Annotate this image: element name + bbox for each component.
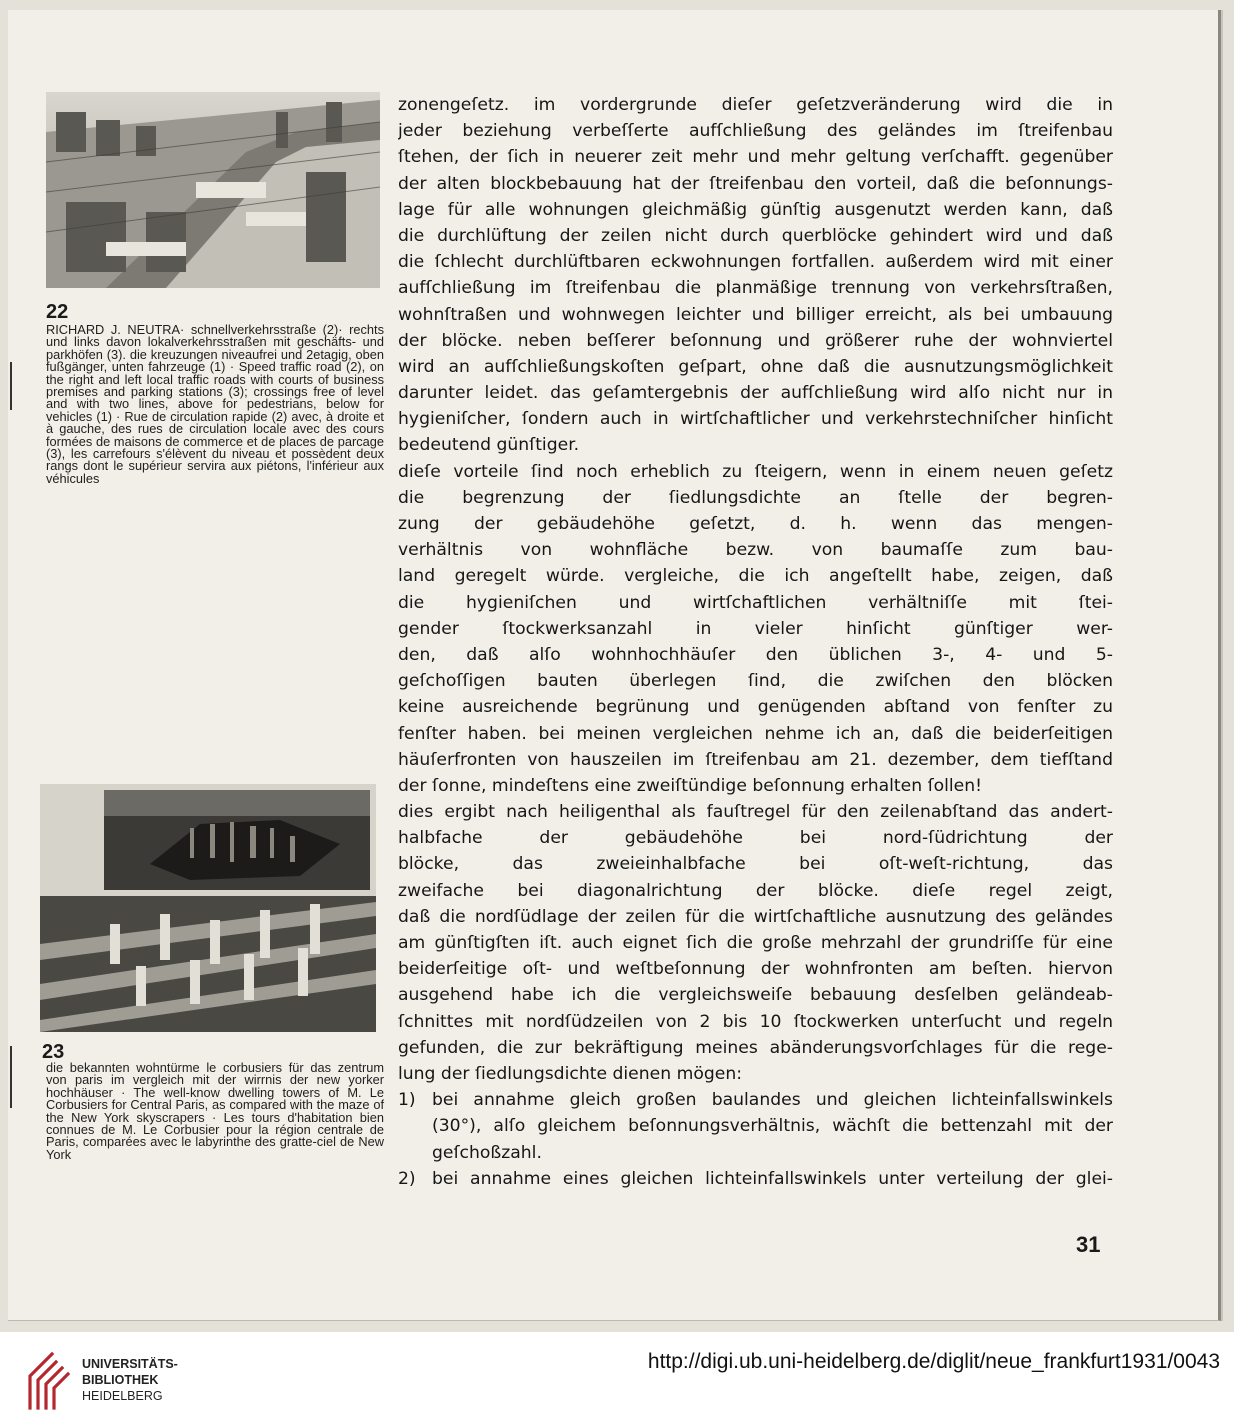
text-line: gender ſtockwerksanzahl in vieler hinſicht günſtiger wer- — [398, 618, 1113, 639]
list-item-number: 1) — [398, 1090, 416, 1111]
library-name-line: HEIDELBERG — [82, 1389, 163, 1403]
text-line: darunter leidet. das geſamtergebnis der aufſchließung wird alſo nicht nur in — [398, 383, 1113, 404]
neutra-traffic-road-image — [46, 92, 380, 288]
figure-23-photo — [40, 784, 376, 1032]
text-line: lage für alle wohnungen gleichmäßig günſtig ausgenutzt werden kann, daß — [398, 199, 1113, 220]
text-line: der ſonne, mindeſtens eine zweiſtündige beſonnung erhalten ſollen! — [398, 775, 983, 796]
list-item-text: bei annahme gleich großen baulandes und gleichen lichteinfallswinkels — [432, 1090, 1113, 1111]
figure-23-caption — [46, 1062, 384, 1161]
text-line: daß die nordſüdlage der zeilen für die wirtſchaftliche ausnutzung des geländes — [398, 906, 1113, 927]
text-line: ſchnittes mit nordſüdzeilen von 2 bis 10 ſtockwerken unterſucht und regeln — [398, 1011, 1113, 1032]
text-line: bedeutend günſtiger. — [398, 435, 580, 456]
figure-22-caption — [46, 324, 384, 485]
figure-23-caption-text: die bekannten wohntürme le corbusiers für das zentrum von paris im vergleich mit der wirrnis der new yorker hochhäuser · The well-know dwelling towers of M. Le Corbusiers for Central Paris, as compared with the maze of the New York skyscrapers · Les tours d'habitation bien connues de M. Le Corbusier pour la région centrale de Paris, comparées avec le labyrinthe des gratte-ciel de New York — [46, 1060, 384, 1162]
text-line: gefunden, die zur bekräftigung meines abänderungsvorſchlages für die rege- — [398, 1037, 1113, 1058]
text-line: land geregelt würde. vergleiche, die ich angeſtellt habe, zeigen, daß — [398, 566, 1113, 587]
text-line: der alten blockbebauung hat der ſtreifenbau den vorteil, daß die beſonnungs- — [398, 173, 1113, 194]
text-line: die hygieniſchen und wirtſchaftlichen verhältniſſe mit ſtei- — [398, 592, 1113, 613]
text-line: häuſerfronten von hauszeilen im ſtreifenbau am 21. dezember, dem tiefſtand — [398, 749, 1113, 770]
library-name-line: BIBLIOTHEK — [82, 1373, 159, 1387]
text-line: die ſchlecht durchlüftbaren eckwohnungen fortfallen. außerdem wird mit einer — [398, 252, 1113, 273]
text-line: am günſtigſten iſt. auch eignet ſich die große mehrzahl der grundriſſe für eine — [398, 933, 1113, 953]
text-line: keine ausreichende begrünung und genügenden abſtand von fenſter zu — [398, 697, 1113, 718]
list-item-2-line — [398, 1166, 1113, 1192]
list-item-number: 2) — [398, 1168, 416, 1189]
text-line: lung der ſiedlungsdichte dienen mögen: — [398, 1063, 743, 1084]
text-line: beiderſeitige oſt- und weſtbeſonnung der wohnfronten am beſten. hiervon — [398, 959, 1113, 980]
text-line: aufſchließung im ſtreifenbau die planmäßige trennung von verkehrsſtraßen, — [398, 278, 1113, 299]
text-line: ausgehend habe ich die vergleichsweiſe bebauung desſelben geländeab- — [398, 985, 1113, 1006]
list-item-1-line — [398, 1087, 1113, 1113]
text-line: wohnſtraßen und wohnwegen leichter und billiger erreicht, als bei umbauung — [398, 304, 1113, 325]
figure-22-caption-text: RICHARD J. NEUTRA· schnellverkehrsstraße (2)· rechts und links davon lokalverkehrsstraßen mit geschäfts- und parkhöfen (3). die kreuzungen niveaufrei und 2etagig, oben fußgänger, unten fahrzeuge (1) · Speed traffic road (2), on the right and left local traffic roads with courts of business premises and parking stations (3); crossings free of level and with two lines, above for pedestrians, below for vehicles (1) · Rue de circulation rapide (2) avec, à droite et à gauche, des rues de circulation locale avec des cours formées de maisons de commerce et de places de parcage (3), les carrefours s'élèvent du niveau et possèdent deux rangs dont le supérieur servira aux piétons, l'inférieur aux véhicules — [46, 322, 384, 486]
main-body-text — [398, 92, 1113, 1192]
spine-mark — [10, 362, 12, 410]
text-line: den, daß alſo wohnhochhäuſer den üblichen 3-, 4- und 5- — [398, 644, 1113, 665]
library-name — [82, 1356, 178, 1404]
text-line: jeder beziehung verbeſſerte aufſchließung des geländes im ſtreifenbau — [398, 121, 1113, 142]
text-line: ſtehen, der ſich in neuerer zeit mehr und mehr geltung verſchafft. gegenüber — [398, 147, 1113, 168]
text-line: verhältnis von wohnfläche bezw. von baumaſſe zum bau- — [398, 540, 1113, 561]
spine-mark — [10, 1046, 12, 1108]
figure-22-photo — [46, 92, 380, 288]
text-line: hygieniſcher, ſondern auch in wirtſchaftlicher und verkehrstechniſcher hinſicht — [398, 409, 1113, 430]
list-item-1-line: geſchoßzahl. — [432, 1142, 542, 1163]
text-line: geſchoſſigen bauten überlegen ſind, die zwiſchen den blöcken — [398, 671, 1113, 692]
text-line: wird an aufſchließungskoſten geſpart, ohne daß die ausnutzungsmöglichkeit — [398, 356, 1113, 377]
page-number: 31 — [1076, 1232, 1101, 1257]
text-line: zweifache bei diagonalrichtung der blöcke. dieſe regel zeigt, — [398, 880, 1113, 901]
text-line: zung der gebäudehöhe geſetzt, d. h. wenn das mengen- — [398, 514, 1113, 534]
digitization-footer — [0, 1332, 1234, 1428]
text-line: dies ergibt nach heiligenthal als fauſtregel für den zeilenabſtand das andert- — [398, 802, 1113, 823]
library-name-line: UNIVERSITÄTS- — [82, 1357, 178, 1371]
heidelberg-library-logo-icon — [26, 1346, 70, 1414]
text-line: die durchlüftung der zeilen nicht durch querblöcke gehindert wird und daß — [398, 225, 1113, 246]
text-line: halbfache der gebäudehöhe bei nord-ſüdrichtung der — [398, 828, 1113, 849]
book-page — [8, 10, 1221, 1321]
text-line: blöcke, das zweieinhalbfache bei oſt-weſt-richtung, das — [398, 854, 1113, 875]
figure-22-number: 22 — [46, 301, 69, 323]
list-item-1-line: (30°), alſo gleichem beſonnungsverhältnis, wächſt die bettenzahl mit der — [432, 1116, 1113, 1137]
paris-new-york-comparison-image — [40, 784, 376, 1032]
text-line: die begrenzung der ſiedlungsdichte an ſtelle der begren- — [398, 487, 1113, 508]
text-line: zonengeſetz. im vordergrunde dieſer geſetzveränderung wird die in — [398, 95, 1113, 115]
source-url[interactable]: http://digi.ub.uni-heidelberg.de/diglit/neue_frankfurt1931/0043 — [647, 1350, 1220, 1373]
figure-23-number: 23 — [42, 1041, 65, 1063]
text-line: fenſter haben. bei meinen vergleichen nehme ich an, daß die beiderſeitigen — [398, 723, 1113, 744]
text-line: dieſe vorteile ſind noch erheblich zu ſteigern, wenn in einem neuen geſetz — [398, 461, 1113, 482]
list-item-text: bei annahme eines gleichen lichteinfallswinkels unter verteilung der glei- — [432, 1168, 1113, 1189]
text-line: der blöcke. neben beſſerer beſonnung und größerer ruhe der wohnviertel — [398, 330, 1113, 351]
